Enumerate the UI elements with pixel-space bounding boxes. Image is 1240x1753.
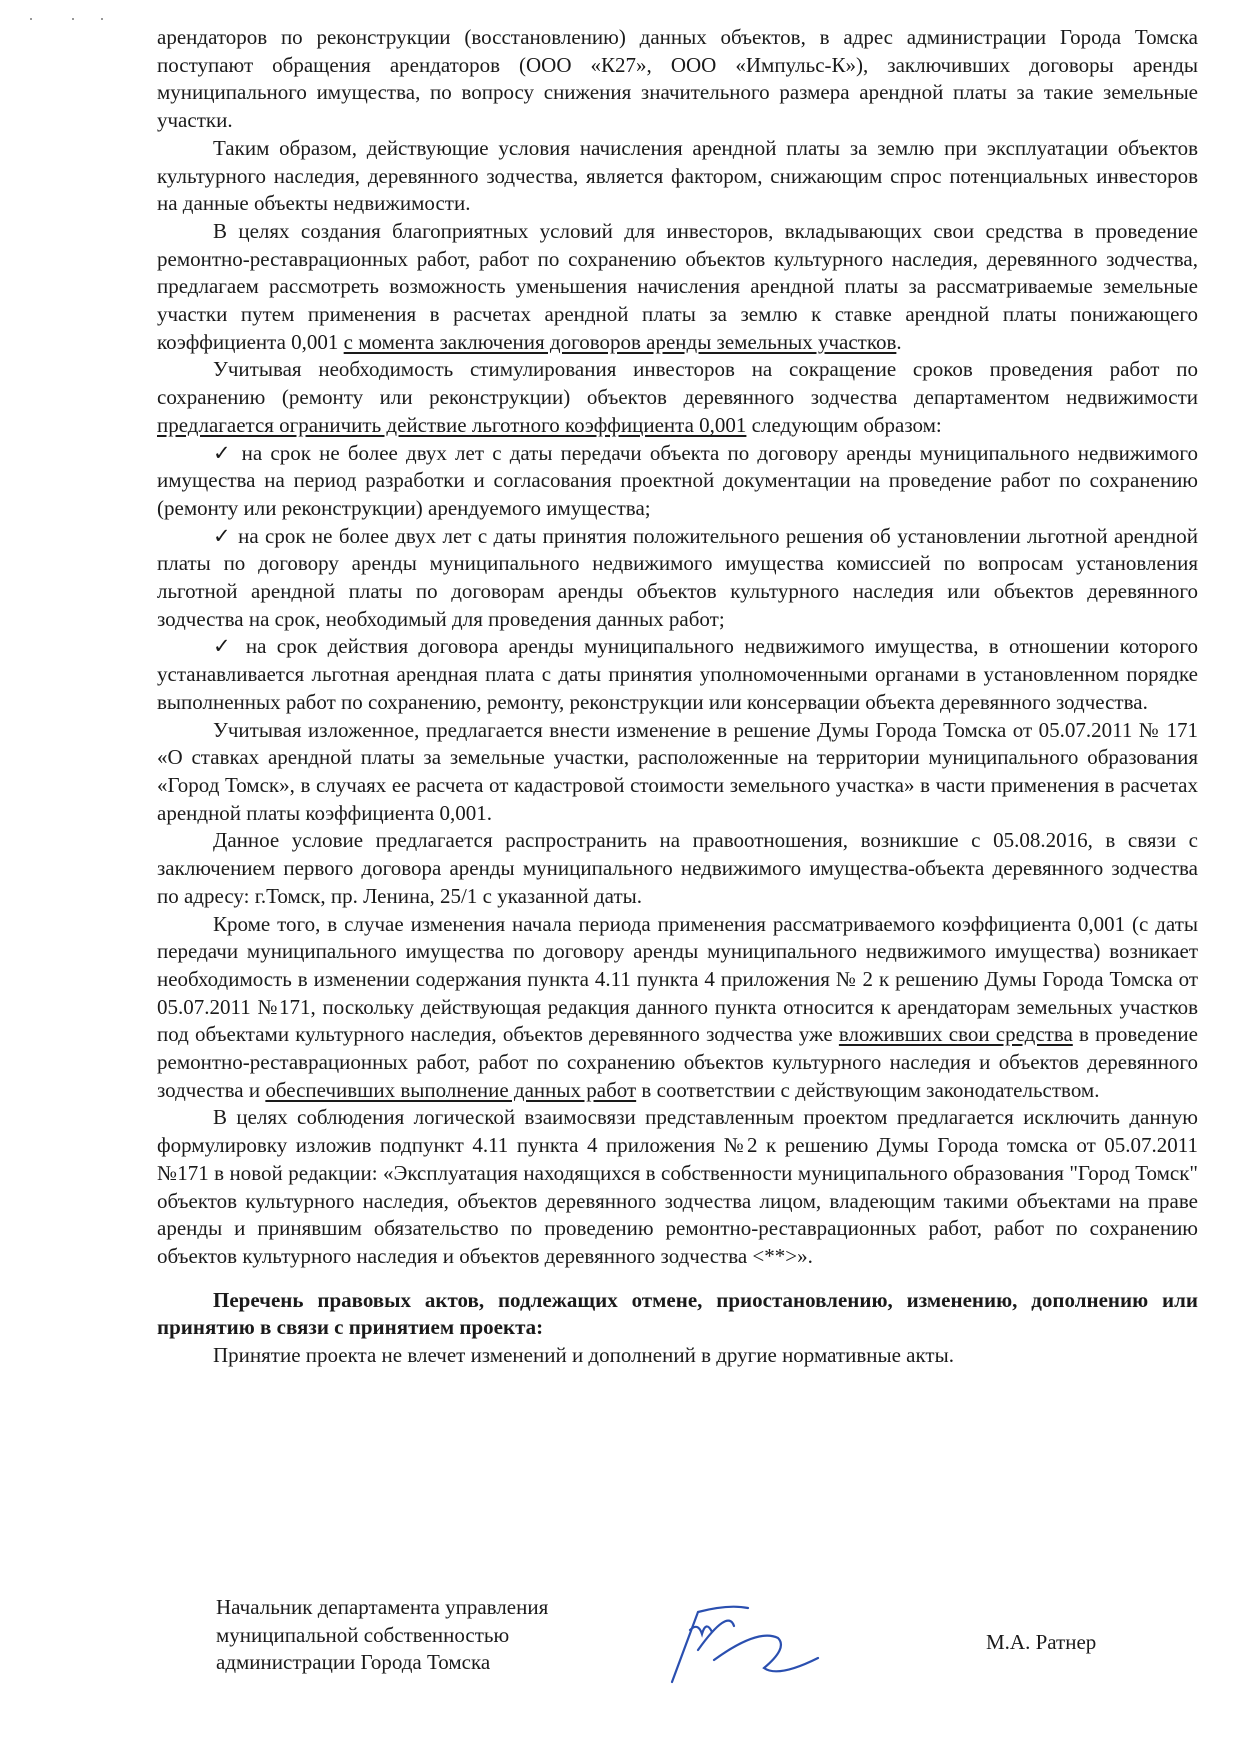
paragraph — [157, 24, 1198, 135]
signatory-position — [216, 1594, 548, 1677]
paragraph — [157, 827, 1198, 910]
paragraph — [157, 440, 1198, 523]
text-run: Учитывая изложенное, предлагается внести изменение в решение Думы Города Томска от 05.07.2011 № 171 «О ставках арендной платы за земельные участки, расположенные на территории муниципального образования «Город Томск», в случаях ее расчета от кадастровой стоимости земельного участка» в части применения в расчетах арендной платы коэффициента 0,001. — [157, 717, 1198, 825]
paragraph — [157, 911, 1198, 1105]
text-run: ✓ на срок действия договора аренды муниципального недвижимого имущества, в отношении которого устанавливается льготная арендная плата с даты принятия уполномоченными органами в установленном порядке выполненных работ по сохранению, ремонту, реконструкции или консервации объекта деревянного зодчества. — [157, 634, 1198, 714]
underlined-text: обеспечивших выполнение данных работ — [265, 1077, 637, 1102]
scan-speck — [101, 18, 103, 20]
text-run: Учитывая необходимость стимулирования инвесторов на сокращение сроков проведения работ по сохранению (ремонту или реконструкции) объектов деревянного зодчества департаментом недвижимости — [157, 357, 1198, 410]
text-run: Таким образом, действующие условия начисления арендной платы за землю при эксплуатации объектов культурного наследия, деревянного зодчества, является фактором, снижающим спрос потенциальных инвесторов на данные объекты недвижимости. — [157, 135, 1198, 216]
text-run: Кроме того, в случае изменения начала периода применения рассматриваемого коэффициента 0,001 (с даты передачи муниципального имущества по договору аренды муниципального недвижимого имущества) возникает необходимость в изменении содержания пункта 4.11 пункта 4 приложения № 2 к решению Думы Города Томска от 05.07.2011 №171, поскольку действующая редакция данного пункта относится к арендаторам земельных участков под объектами культурного наследия, объектов деревянного зодчества уже — [157, 911, 1198, 1047]
position-line: муниципальной собственностью — [216, 1622, 510, 1647]
signer-name: М.А. Ратнер — [986, 1630, 1097, 1654]
underlined-text: вложивших свои средства — [838, 1022, 1073, 1047]
section-body: Принятие проекта не влечет изменений и дополнений в другие нормативные акты. — [213, 1343, 954, 1368]
document-body — [157, 24, 1198, 1370]
text-run: ✓ на срок не более двух лет с даты принятия положительного решения об установлении льготной арендной платы по договору аренды муниципального недвижимого имущества комиссией по вопросам установления льготной арендной платы по договорам аренды объектов культурного наследия или объектов деревянного зодчества на срок, необходимый для проведения данных работ; — [157, 523, 1198, 631]
text-run: в соответствии с действующим законодательством. — [636, 1077, 1100, 1102]
paragraphs — [157, 24, 1198, 1271]
scan-speck — [30, 18, 32, 20]
paragraph — [157, 218, 1198, 357]
position-line: администрации Города Томска — [216, 1650, 491, 1674]
underlined-text: с момента заключения договоров аренды земельных участков — [343, 329, 897, 354]
paragraph — [157, 633, 1198, 716]
text-run: арендаторов по реконструкции (восстановлению) данных объектов, в адрес администрации Города Томска поступают обращения арендаторов (ООО «К27», ООО «Импульс-К»), заключивших договоры аренды муниципального имущества, по вопросу снижения значительного размера арендной платы за такие земельные участки. — [157, 25, 1198, 133]
text-run: следующим образом: — [746, 412, 942, 437]
text-run: Данное условие предлагается распространить на правоотношения, возникшие с 05.08.2016, в связи с заключением первого договора аренды муниципального недвижимого имущества-объекта деревянного зодчества по адресу: г.Томск, пр. Ленина, 25/1 с указанной даты. — [157, 828, 1198, 908]
paragraph — [157, 1104, 1198, 1270]
position-line: Начальник департамента управления — [216, 1595, 549, 1619]
text-run: . — [896, 329, 902, 354]
underlined-text: предлагается ограничить действие льготного коэффициента 0,001 — [157, 412, 747, 437]
paragraph — [157, 135, 1198, 218]
paragraph — [157, 356, 1198, 439]
text-run: в проведение ремонтно-реставрационных работ, работ по сохранению объектов культурного наследия и объектов деревянного зодчества и — [157, 1022, 1198, 1102]
scan-speck — [72, 18, 74, 20]
text-run: ✓ на срок не более двух лет с даты передачи объекта по договору аренды муниципального недвижимого имущества на период разработки и согласования проектной документации на проведение работ по сохранению (ремонту или реконструкции) арендуемого имущества; — [157, 440, 1198, 520]
paragraph — [157, 523, 1198, 634]
section-heading: Перечень правовых актов, подлежащих отмене, приостановлению, изменению, дополнению или принятию в связи с принятием проекта: — [157, 1287, 1198, 1340]
paragraph — [157, 717, 1198, 828]
text-run: В целях создания благоприятных условий для инвесторов, вкладывающих свои средства в проведение ремонтно-реставрационных работ, работ по сохранению объектов культурного наследия, деревянного зодчества, предлагаем рассмотреть возможность уменьшения начисления арендной платы за рассматриваемые земельные участки путем применения в расчетах арендной платы за землю к ставке арендной платы понижающего коэффициента 0,001 — [157, 218, 1198, 354]
text-run: В целях соблюдения логической взаимосвязи представленным проектом предлагается исключить данную формулировку изложив подпункт 4.11 пункта 4 приложения №2 к решению Думы Города томска от 05.07.2011 №171 в новой редакции: «Эксплуатация находящихся в собственности муниципального образования "Город Томск" объектов культурного наследия, объектов деревянного зодчества лицом, владеющим такими объектами на праве аренды и принявшим обязательство по проведению ремонтно-реставрационных работ, работ по сохранению объектов культурного наследия и объектов деревянного зодчества <**>». — [157, 1105, 1198, 1268]
handwritten-signature — [668, 1598, 838, 1688]
